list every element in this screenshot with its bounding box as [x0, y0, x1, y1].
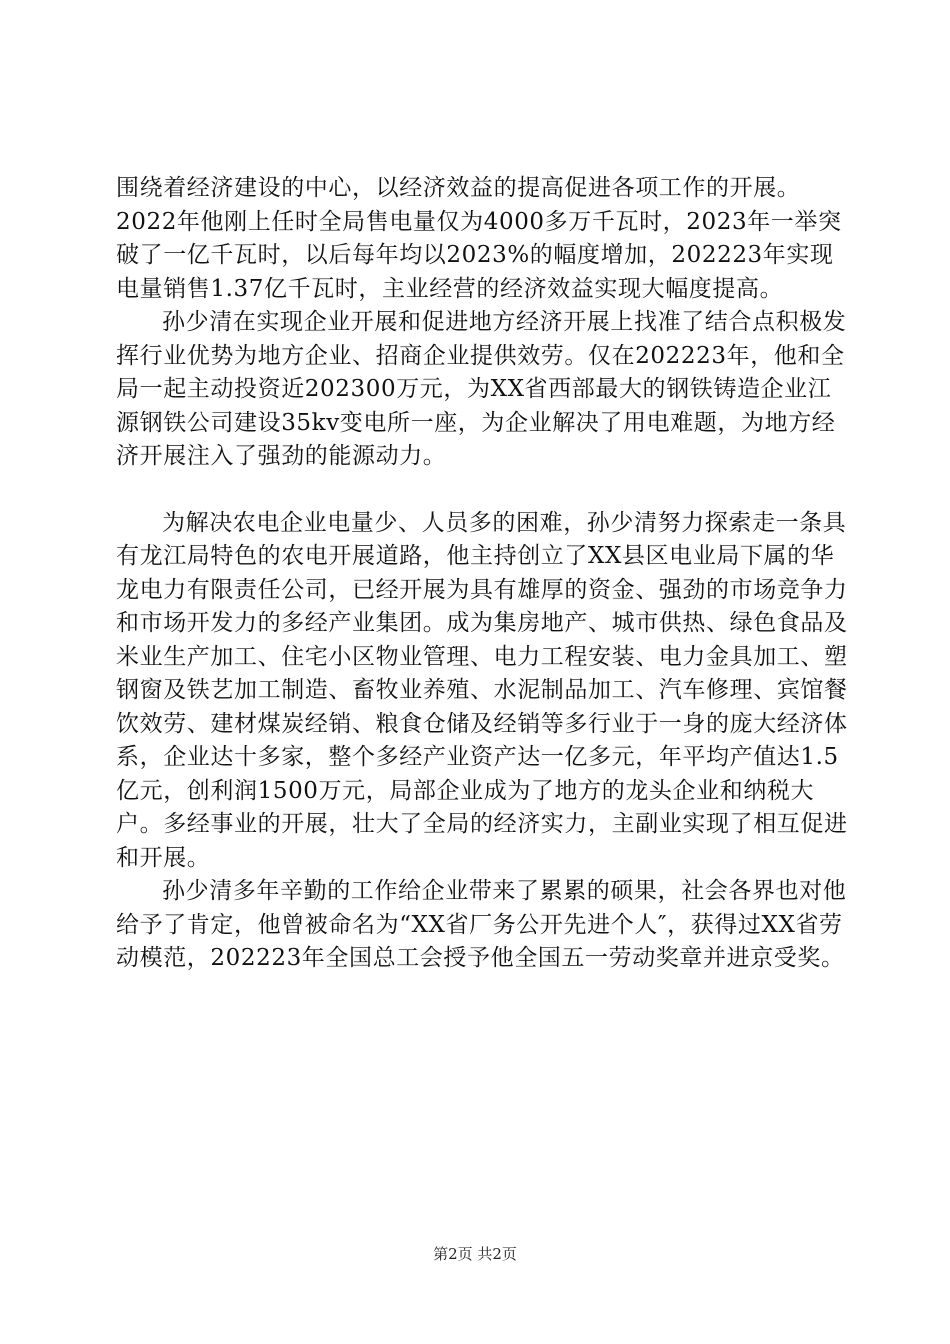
- paragraph-diversified-industry: 为解决农电企业电量少、人员多的困难，孙少清努力探索走一条具有龙江局特色的农电开展道路，他主持创立了XX县区电业局下属的华龙电力有限责任公司，已经开展为具有雄厚的资金、强劲的市场竞争力和市场开发力的多经产业集团。成为集房地产、城市供热、绿色食品及米业生产加工、住宅小区物业管理、电力工程安装、电力金具加工、塑钢窗及铁艺加工制造、畜牧业养殖、水泥制品加工、汽车修理、宾馆餐饮效劳、建材煤炭经销、粮食仓储及经销等多行业于一身的庞大经济体系，企业达十多家，整个多经产业资产达一亿多元，年平均产值达1.5亿元，创利润1500万元，局部企业成为了地方的龙头企业和纳税大户。多经事业的开展，壮大了全局的经济实力，主副业实现了相互促进和开展。: [116, 509, 848, 871]
- document-body: [116, 172, 848, 976]
- paragraph-economic-benefit: 围绕着经济建设的中心，以经济效益的提高促进各项工作的开展。2022年他刚上任时全局售电量仅为4000多万千瓦时，2023年一举突破了一亿千瓦时，以后每年均以2023%的幅度增加，202223年实现电量销售1.37亿千瓦时，主业经营的经济效益实现大幅度提高。: [116, 175, 842, 302]
- paragraph-spacer: [116, 474, 848, 507]
- page-footer: 第2页 共2页: [433, 1245, 517, 1263]
- paragraph-local-economy: 孙少清在实现企业开展和促进地方经济开展上找准了结合点积极发挥行业优势为地方企业、招商企业提供效劳。仅在202223年，他和全局一起主动投资近202300万元，为XX省西部最大的钢铁铸造企业江源钢铁公司建设35kv变电所一座，为企业解决了用电难题，为地方经济开展注入了强劲的能源动力。: [116, 309, 847, 469]
- paragraph-honors: 孙少清多年辛勤的工作给企业带来了累累的硕果，社会各界也对他给予了肯定，他曾被命名为“XX省厂务公开先进个人″，获得过XX省劳动模范，202223年全国总工会授予他全国五一劳动奖章并进京受奖。: [116, 878, 847, 971]
